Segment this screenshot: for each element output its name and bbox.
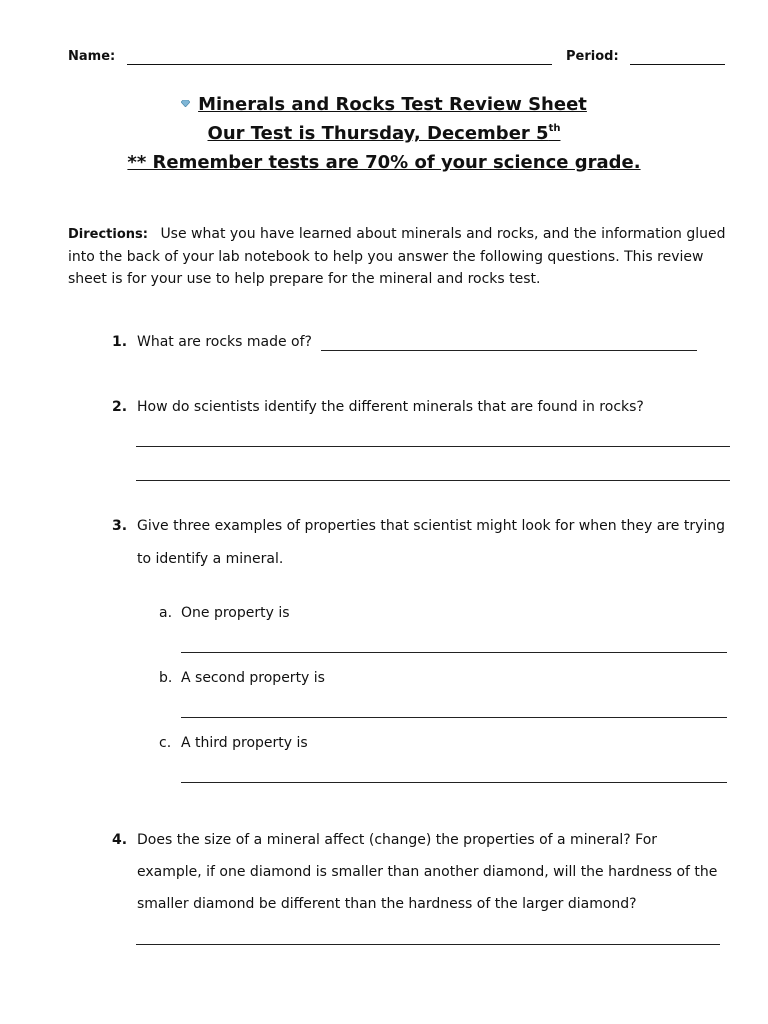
question-3b-letter: b.: [159, 670, 173, 686]
question-3a-answer-line[interactable]: [181, 652, 727, 653]
question-4-answer-line[interactable]: [136, 944, 720, 945]
title-line-3: ** Remember tests are 70% of your science grade.: [127, 152, 641, 173]
period-label: Period:: [566, 49, 619, 64]
question-3a-text: One property is: [181, 605, 290, 621]
directions-label: Directions:: [68, 227, 148, 242]
question-4-text-line-1: Does the size of a mineral affect (change) the properties of a mineral? For: [137, 832, 658, 848]
question-1-text: What are rocks made of?: [137, 334, 312, 350]
question-2-answer-line[interactable]: [136, 480, 730, 481]
question-3b-text: A second property is: [181, 670, 325, 686]
directions-text: Use what you have learned about minerals and rocks, and the information glued into the back of your lab notebook to help you answer the following questions. This review sheet is for your use to help prepare for the mineral and rocks test.: [68, 226, 726, 287]
question-3-text-line-2: to identify a mineral.: [137, 551, 284, 567]
question-3a-letter: a.: [159, 605, 173, 621]
question-3-text-line-1: Give three examples of properties that scientist might look for when they are trying: [137, 518, 726, 534]
question-4-number: 4.: [112, 832, 128, 848]
question-3c-text: A third property is: [181, 735, 308, 751]
period-field[interactable]: [630, 64, 725, 65]
title-line-2: Our Test is Thursday, December 5: [207, 123, 549, 144]
diamond-icon: [181, 100, 190, 107]
question-4-text-line-3: smaller diamond be different than the hardness of the larger diamond?: [137, 896, 637, 912]
question-4-text-line-2: example, if one diamond is smaller than another diamond, will the hardness of the: [137, 864, 718, 880]
date-ordinal: th: [548, 123, 561, 134]
question-3c-letter: c.: [159, 735, 172, 751]
directions-block: [68, 223, 728, 290]
question-3-number: 3.: [112, 518, 128, 534]
grade-reminder: [0, 152, 768, 173]
question-3c-answer-line[interactable]: [181, 782, 727, 783]
question-1-answer-line[interactable]: [321, 350, 697, 351]
test-date: [0, 123, 768, 144]
name-field[interactable]: [127, 64, 552, 65]
title-line-1: Minerals and Rocks Test Review Sheet: [198, 94, 587, 115]
page-title: [0, 94, 768, 115]
question-1-number: 1.: [112, 334, 128, 350]
question-2-answer-line[interactable]: [136, 446, 730, 447]
name-label: Name:: [68, 49, 116, 64]
question-2-text: How do scientists identify the different minerals that are found in rocks?: [137, 399, 644, 415]
question-2-number: 2.: [112, 399, 128, 415]
question-3b-answer-line[interactable]: [181, 717, 727, 718]
